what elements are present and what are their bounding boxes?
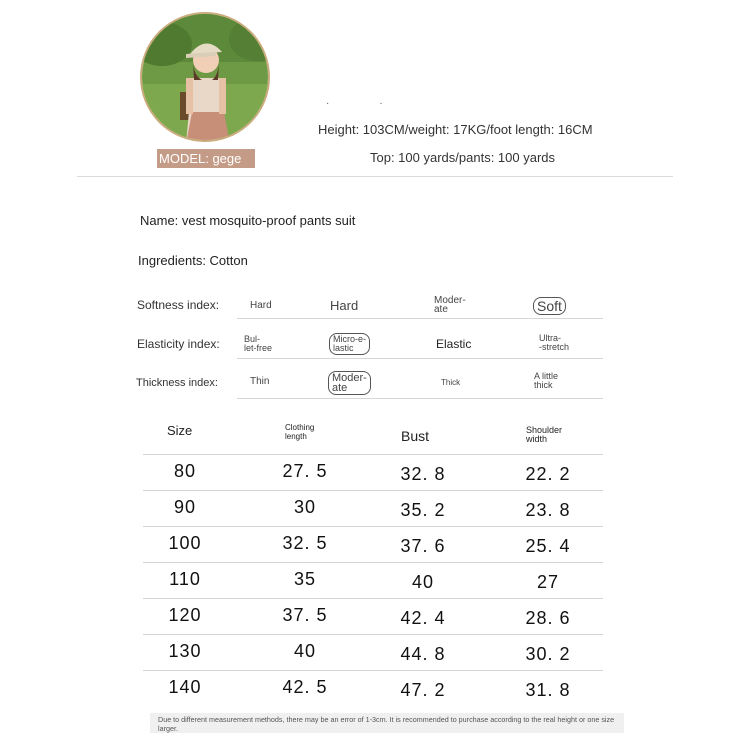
clothing-length-cell: 37. 5 bbox=[282, 605, 328, 625]
bust-cell: 40 bbox=[411, 572, 435, 592]
bust-cell: 37. 6 bbox=[400, 536, 446, 556]
bust-cell: 42. 4 bbox=[400, 608, 446, 628]
model-photo-illustration bbox=[142, 14, 270, 142]
row-divider bbox=[143, 490, 603, 491]
thickness-divider bbox=[237, 398, 603, 399]
elasticity-index-label: Elasticity index: bbox=[137, 337, 220, 351]
thickness-option-1: Thin bbox=[250, 376, 270, 387]
softness-option-1: Hard bbox=[250, 300, 272, 311]
thickness-option-3: Thick bbox=[441, 378, 461, 387]
size-cell: 80 bbox=[173, 461, 197, 481]
product-ingredients: Ingredients: Cotton bbox=[138, 253, 248, 268]
size-cell: 110 bbox=[169, 569, 201, 589]
shoulder-width-cell: 23. 8 bbox=[525, 500, 571, 520]
product-name: Name: vest mosquito-proof pants suit bbox=[140, 213, 356, 228]
bust-cell: 44. 8 bbox=[400, 644, 446, 664]
elasticity-option-2-selected: Micro-e- lastic bbox=[329, 333, 370, 355]
decorative-dots: ·· bbox=[326, 98, 433, 109]
clothing-length-header: Clothing length bbox=[285, 423, 315, 441]
size-header: Size bbox=[167, 423, 193, 438]
table-header-divider bbox=[143, 454, 603, 455]
elasticity-option-3: Elastic bbox=[436, 337, 472, 351]
model-sizes-worn: Top: 100 yards/pants: 100 yards bbox=[370, 150, 556, 165]
softness-option-2: Hard bbox=[330, 298, 359, 313]
size-cell: 120 bbox=[168, 605, 202, 625]
shoulder-width-cell: 31. 8 bbox=[525, 680, 571, 700]
model-name-badge: MODEL: gege bbox=[157, 149, 255, 168]
bust-cell: 32. 8 bbox=[400, 464, 446, 484]
bust-header: Bust bbox=[401, 428, 430, 444]
clothing-length-cell: 30 bbox=[293, 497, 317, 517]
row-divider bbox=[143, 634, 603, 635]
thickness-index-label: Thickness index: bbox=[136, 377, 218, 389]
elasticity-option-4: Ultra- -stretch bbox=[539, 333, 570, 352]
size-cell: 100 bbox=[168, 533, 202, 553]
model-measurements: Height: 103CM/weight: 17KG/foot length: 16CM bbox=[318, 122, 593, 137]
softness-divider bbox=[237, 318, 603, 319]
clothing-length-cell: 27. 5 bbox=[282, 461, 328, 481]
clothing-length-cell: 42. 5 bbox=[282, 677, 328, 697]
shoulder-width-cell: 28. 6 bbox=[525, 608, 571, 628]
shoulder-width-cell: 30. 2 bbox=[525, 644, 571, 664]
section-divider bbox=[77, 176, 673, 177]
row-divider bbox=[143, 562, 603, 563]
size-cell: 130 bbox=[168, 641, 202, 661]
softness-index-label: Softness index: bbox=[137, 298, 220, 312]
shoulder-width-header: Shoulder width bbox=[526, 425, 563, 444]
shoulder-width-cell: 22. 2 bbox=[525, 464, 571, 484]
size-cell: 140 bbox=[168, 677, 202, 697]
model-photo bbox=[140, 12, 270, 142]
bust-cell: 35. 2 bbox=[400, 500, 446, 520]
shoulder-width-cell: 27 bbox=[536, 572, 560, 592]
softness-option-4-selected: Soft bbox=[533, 297, 566, 315]
row-divider bbox=[143, 526, 603, 527]
clothing-length-cell: 35 bbox=[293, 569, 317, 589]
thickness-option-4: A little thick bbox=[534, 371, 559, 390]
clothing-length-cell: 32. 5 bbox=[282, 533, 328, 553]
clothing-length-cell: 40 bbox=[293, 641, 317, 661]
row-divider bbox=[143, 598, 603, 599]
size-cell: 90 bbox=[173, 497, 197, 517]
row-divider bbox=[143, 670, 603, 671]
bust-cell: 47. 2 bbox=[400, 680, 446, 700]
measurement-note: Due to different measurement methods, there may be an error of 1-3cm. It is recommended to purchase according to the real height or one size larger. bbox=[150, 713, 624, 733]
softness-option-3: Moder- ate bbox=[434, 295, 466, 315]
elasticity-option-1: Bul- let-free bbox=[244, 334, 273, 353]
thickness-option-2-selected: Moder- ate bbox=[328, 371, 371, 395]
shoulder-width-cell: 25. 4 bbox=[525, 536, 571, 556]
elasticity-divider bbox=[237, 358, 603, 359]
